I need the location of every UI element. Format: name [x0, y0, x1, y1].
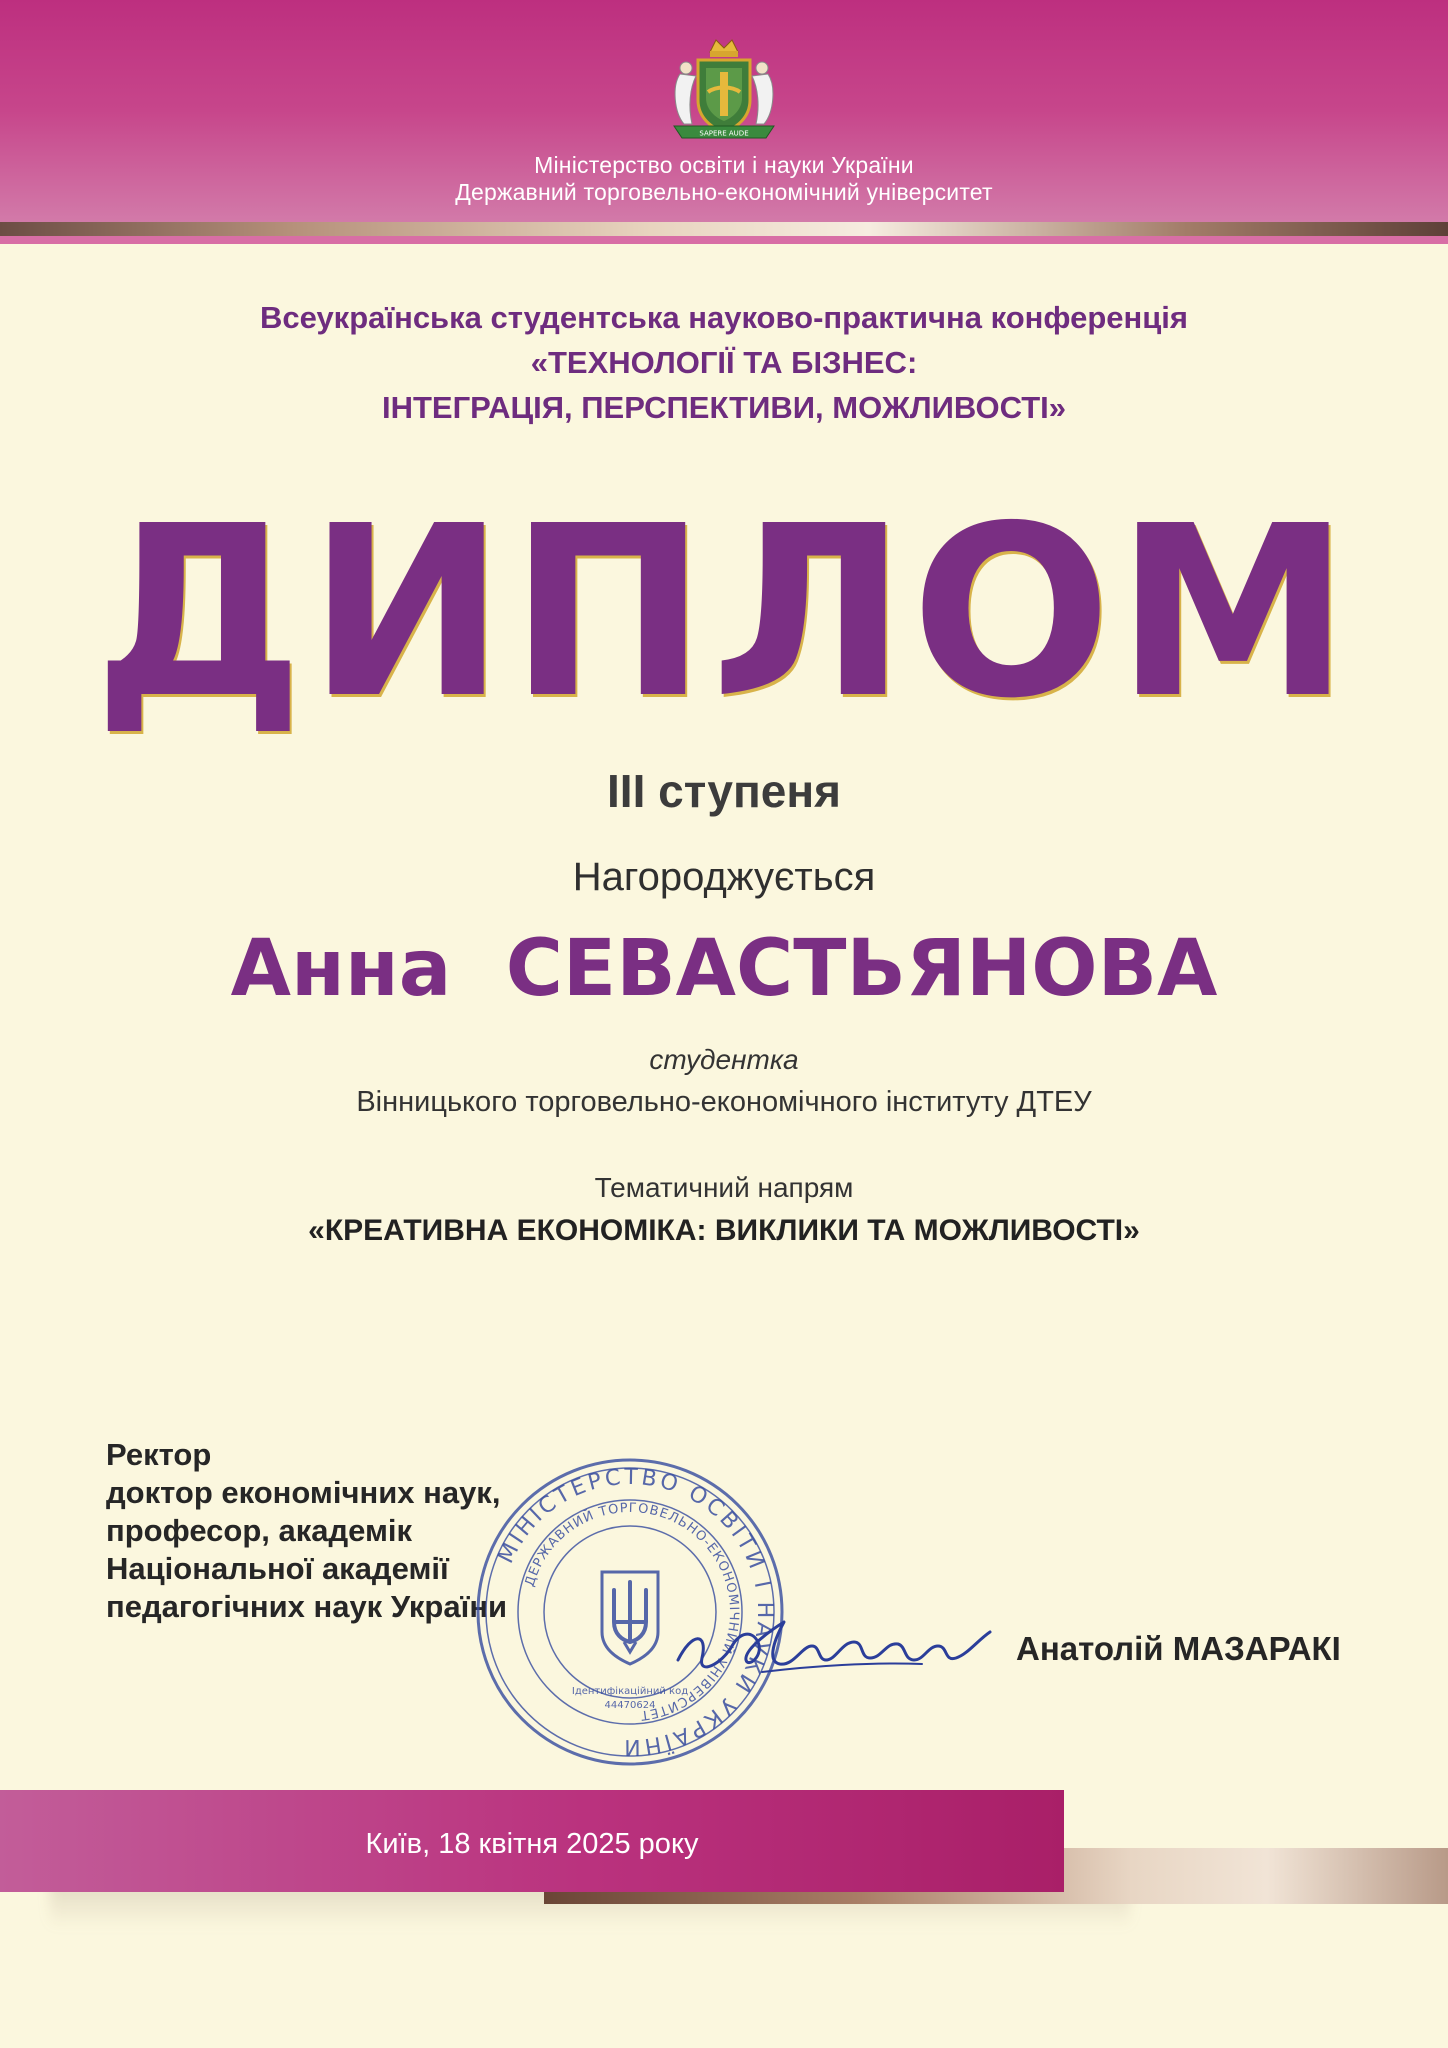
emblem-motto-text: SAPERE AUDE: [699, 129, 749, 138]
seal-outer-text: МІНІСТЕРСТВО ОСВІТИ І НАУКИ УКРАЇНИ: [493, 1464, 778, 1760]
ministry-name: Міністерство освіти і науки України: [534, 152, 914, 178]
conference-line-3: ІНТЕГРАЦІЯ, ПЕРСПЕКТИВИ, МОЖЛИВОСТІ»: [381, 390, 1066, 425]
recipient-name: Анна СЕВАСТЬЯНОВА: [230, 924, 1218, 1014]
topic-title: «КРЕАТИВНА ЕКОНОМІКА: ВИКЛИКИ ТА МОЖЛИВОСТІ»: [308, 1214, 1140, 1247]
recipient-institution: Вінницького торговельно-економічного інституту ДТЕУ: [356, 1086, 1092, 1118]
topic-label: Тематичний напрям: [594, 1172, 854, 1203]
university-name: Державний торговельно-економічний університет: [455, 179, 993, 205]
header-gold-stripe: [0, 222, 1448, 236]
diploma-title: ДИПЛОМ: [93, 475, 1355, 750]
seal-id-code: 44470624: [604, 1700, 656, 1711]
place-and-date: Київ, 18 квітня 2025 року: [365, 1828, 699, 1860]
university-emblem-icon: [662, 34, 786, 144]
rector-line: доктор економічних наук,: [106, 1475, 501, 1510]
recipient-role: студентка: [649, 1044, 799, 1075]
seal-id-label: Ідентифікаційний код: [571, 1686, 689, 1697]
rector-line: Ректор: [106, 1437, 212, 1472]
rector-line: професор, академік: [106, 1513, 413, 1548]
seal-inner-text: ДЕРЖАВНИЙ ТОРГОВЕЛЬНО-ЕКОНОМІЧНИЙ УНІВЕРСИТЕТ: [522, 1500, 742, 1723]
signatory-name: Анатолій МАЗАРАКІ: [1016, 1630, 1341, 1667]
conference-line-1: Всеукраїнська студентська науково-практична конференція: [259, 300, 1189, 335]
awarded-label: Нагороджується: [572, 855, 876, 899]
signature-icon: [672, 1602, 1012, 1692]
rector-line: Національної академії: [106, 1551, 449, 1586]
trident-icon: [602, 1572, 658, 1664]
diploma-degree: ІІІ ступеня: [607, 765, 841, 817]
rector-line: педагогічних наук України: [106, 1589, 508, 1624]
header-pink-stripe: [0, 236, 1448, 244]
conference-line-2: «ТЕХНОЛОГІЇ ТА БІЗНЕС:: [530, 345, 918, 380]
